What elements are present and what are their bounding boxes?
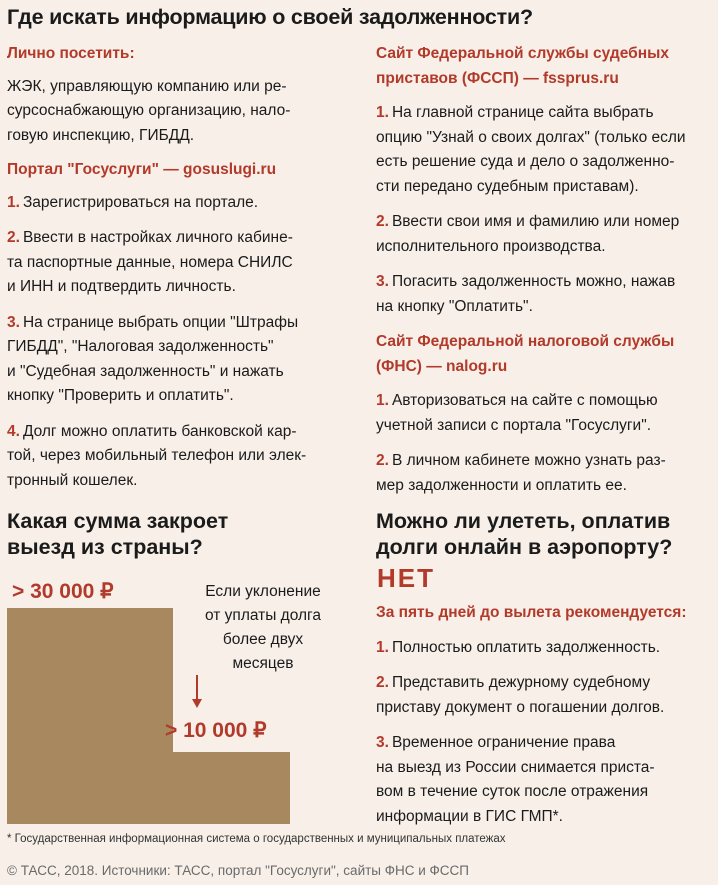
- fns-step-2: [376, 449, 716, 498]
- gosuslugi-step-2: [7, 226, 345, 300]
- step-text: Погасить задолженность можно, нажав: [391, 273, 676, 290]
- step-number: 1.: [376, 104, 389, 121]
- step-text: и ИНН и подтвердить личность.: [7, 278, 236, 295]
- step-text: есть решение суда и дело о задолженно-: [376, 153, 675, 170]
- fns-step-1: [376, 389, 716, 438]
- evasion-note-line: более двух: [222, 631, 304, 648]
- fns-heading: Сайт Федеральной налоговой службы: [376, 333, 675, 350]
- step-text: исполнительного производства.: [376, 237, 606, 255]
- step-text: той, через мобильный телефон или элек-: [7, 447, 307, 464]
- fssp-heading: Сайт Федеральной службы судебных: [376, 45, 669, 62]
- step-number: 2.: [376, 452, 389, 469]
- evasion-note-line: месяцев: [232, 655, 294, 672]
- down-arrow-icon: [192, 699, 202, 708]
- left-column: [7, 42, 345, 504]
- step-number: 3.: [376, 734, 389, 751]
- step-number: 3.: [7, 313, 20, 331]
- airport-step-1: [376, 636, 718, 661]
- gosuslugi-step-4: [7, 420, 345, 494]
- step-text: На главной странице сайта выбрать: [391, 104, 654, 121]
- evasion-note-line: от уплаты долга: [204, 607, 321, 624]
- step-text: на выезд из России снимается приста-: [376, 758, 655, 776]
- visit-heading: Лично посетить:: [7, 45, 135, 62]
- step-number: 1.: [376, 392, 389, 409]
- visit-text-line: сурсоснабжающую организацию, нало-: [7, 102, 291, 119]
- step-text: Ввести свои имя и фамилию или номер: [391, 213, 680, 230]
- page-title: Где искать информацию о своей задолженности?: [7, 5, 533, 29]
- step-text: ГИБДД", "Налоговая задолженность": [7, 338, 274, 355]
- step-text: на кнопку "Оплатить".: [376, 297, 533, 315]
- step-text: В личном кабинете можно узнать раз-: [391, 452, 666, 469]
- gosuslugi-heading: Портал "Госуслуги" — gosuslugi.ru: [7, 161, 277, 178]
- step-number: 2.: [376, 213, 389, 230]
- step-text: та паспортные данные, номера СНИЛС: [7, 253, 293, 271]
- step-text: На странице выбрать опции "Штрафы: [22, 313, 299, 331]
- step-number: 2.: [7, 229, 20, 246]
- right-column: [376, 42, 716, 509]
- step-text: мер задолженности и оплатить ее.: [376, 476, 627, 494]
- bar-label-small: > 10 000 ₽: [165, 719, 267, 742]
- step-number: 4.: [7, 422, 20, 440]
- bar-small: [158, 752, 290, 824]
- step-text: опцию "Узнай о своих долгах" (только если: [376, 128, 686, 146]
- sum-heading-line: Какая сумма закроет: [7, 509, 229, 533]
- step-text: сти передано судебным приставам).: [376, 177, 639, 195]
- footnote: * Государственная информационная система о государственных и муниципальных платежах: [7, 833, 506, 845]
- step-text: учетной записи с портала "Госуслуги".: [376, 416, 652, 434]
- step-text: Авторизоваться на сайте с помощью: [391, 392, 658, 409]
- step-text: вом в течение суток после отражения: [376, 783, 649, 800]
- airport-heading-line: Можно ли улететь, оплатив: [376, 509, 671, 533]
- step-text: Долг можно оплатить банковской кар-: [22, 422, 297, 440]
- step-text: Представить дежурному судебному: [391, 674, 651, 691]
- step-text: тронный кошелек.: [7, 471, 138, 489]
- airport-step-3: [376, 731, 718, 829]
- visit-text-line: говую инспекцию, ГИБДД.: [7, 126, 195, 144]
- bar-large: [7, 608, 173, 824]
- step-text: Ввести в настройках личного кабине-: [22, 229, 293, 246]
- airport-step-2: [376, 671, 718, 720]
- fssp-step-2: [376, 210, 716, 259]
- airport-heading: [376, 508, 716, 560]
- step-text: приставу документ о погашении долгов.: [376, 698, 665, 716]
- step-number: 1.: [376, 638, 389, 656]
- step-number: 2.: [376, 674, 389, 691]
- evasion-note: [188, 580, 338, 676]
- airport-list: [376, 601, 718, 840]
- fssp-step-3: [376, 270, 716, 319]
- recommend-heading: За пять дней до вылета рекомендуется:: [376, 604, 687, 621]
- gosuslugi-step-3: [7, 311, 345, 409]
- sum-heading-line: выезд из страны?: [7, 535, 203, 559]
- step-text: Зарегистрироваться на портале.: [22, 193, 259, 211]
- arrow-shaft: [196, 675, 198, 700]
- step-text: информации в ГИС ГМП*.: [376, 807, 563, 825]
- step-text: Полностью оплатить задолженность.: [391, 638, 661, 656]
- visit-text-line: ЖЭК, управляющую компанию или ре-: [7, 77, 287, 95]
- step-number: 3.: [376, 273, 389, 290]
- evasion-note-line: Если уклонение: [205, 583, 321, 600]
- step-number: 1.: [7, 193, 20, 211]
- gosuslugi-step-1: [7, 191, 345, 216]
- sum-heading: [7, 508, 347, 560]
- fns-heading: (ФНС) — nalog.ru: [376, 357, 508, 375]
- step-text: кнопку "Проверить и оплатить".: [7, 387, 234, 404]
- fssp-heading: приставов (ФССП) — fssprus.ru: [376, 69, 619, 87]
- step-text: и "Судебная задолженность" и нажать: [7, 362, 284, 380]
- bar-label-large: > 30 000 ₽: [12, 580, 114, 603]
- airport-heading-line: долги онлайн в аэропорту?: [376, 535, 673, 559]
- fssp-step-1: [376, 101, 716, 199]
- airport-answer: НЕТ: [377, 563, 435, 593]
- step-text: Временное ограничение права: [391, 734, 616, 751]
- copyright: © ТАСС, 2018. Источники: ТАСС, портал "Госуслуги", сайты ФНС и ФССП: [7, 863, 470, 878]
